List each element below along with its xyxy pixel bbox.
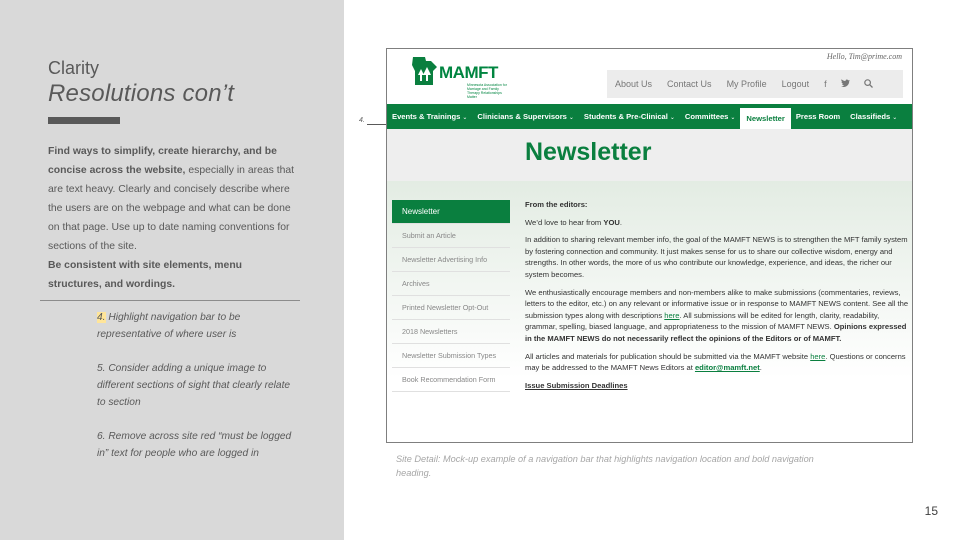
- left-panel: [0, 0, 344, 540]
- logo-tagline: Minnesota Association for Marriage and Family Therapy Relationships Matter: [467, 83, 507, 99]
- nav-label: Newsletter: [746, 114, 785, 123]
- note-5: 5. Consider adding a unique image to different sections of sight that clearly relate to section: [97, 363, 291, 408]
- p4-mid: . Questions or concerns may be addressed to the MAMFT News Editors at: [525, 351, 906, 373]
- article-p2: In addition to sharing relevant member info, the goal of the MAMFT NEWS is to strengthen the MFT family system by fostering connection and community. It just makes sense for us to share our collective wisdom, energy and strengths. In other words, the more of us who contribute our knowledge, experience, and ideas, the richer our system becomes.: [525, 235, 908, 279]
- p3-mid: . All submissions will be edited for length, clarity, readability, grammar, spelling, biased language, and appropriateness to the mission of MAMFT NEWS.: [525, 310, 880, 332]
- sidebar-item-advertising-info[interactable]: Newsletter Advertising Info: [392, 248, 510, 272]
- page-number: 15: [924, 504, 938, 518]
- body-text-1: especially in areas that are text heavy. Clearly and concisely describe where the users are on the webpage and what can be done on that page. Use up to date naming conventions for sections of the site.: [48, 165, 295, 252]
- search-icon[interactable]: [864, 79, 873, 90]
- article-p3: [525, 287, 909, 345]
- deadlines-heading: Issue Submission Deadlines: [525, 380, 628, 390]
- title-underline: [48, 117, 120, 124]
- article-p4: [525, 351, 909, 374]
- sidebar-item-submission-types[interactable]: Newsletter Submission Types: [392, 344, 510, 368]
- chevron-down-icon: ⌄: [568, 115, 574, 121]
- sidebar-item-opt-out[interactable]: Printed Newsletter Opt-Out: [392, 296, 510, 320]
- sidebar-item-archives[interactable]: Archives: [392, 272, 510, 296]
- nav-label: Events & Trainings: [392, 112, 461, 121]
- note-4: [97, 309, 292, 343]
- nav-label: Clinicians & Supervisors: [477, 112, 567, 121]
- note-4-text: Highlight navigation bar to be representative of where user is: [97, 312, 241, 340]
- logout-link[interactable]: Logout: [781, 79, 810, 89]
- article-heading: From the editors:: [525, 200, 588, 209]
- sidebar-item-book-recommendation[interactable]: Book Recommendation Form: [392, 368, 510, 392]
- chevron-down-icon: ⌄: [669, 115, 675, 121]
- p1-bold: YOU: [603, 217, 620, 227]
- body-bold-1: Find ways to simplify, create hierarchy, and be concise across the website,: [48, 146, 277, 176]
- body-text: [48, 142, 298, 294]
- nav-label: Committees: [684, 112, 729, 121]
- my-profile-link[interactable]: My Profile: [726, 79, 767, 89]
- submit-here-link[interactable]: here: [810, 351, 826, 361]
- page-title: Newsletter: [525, 138, 652, 166]
- article-p1: [525, 217, 909, 229]
- chevron-down-icon: ⌄: [730, 115, 736, 121]
- sidebar-menu: [392, 200, 510, 392]
- note-6: 6. Remove across site red “must be logged in” text for people who are logged in: [97, 431, 292, 459]
- p3-bold: Opinions expressed in the MAMFT NEWS do not necessarily reflect the opinions of the Editors or of MAMFT.: [525, 322, 907, 343]
- nav-newsletter[interactable]: [740, 108, 790, 129]
- nav-press-room[interactable]: [791, 112, 845, 121]
- website-mockup: [386, 48, 913, 443]
- sidebar-item-submit-article[interactable]: Submit an Article: [392, 224, 510, 248]
- editor-email-link[interactable]: editor@mamft.net: [694, 363, 760, 373]
- chevron-down-icon: ⌄: [892, 115, 898, 121]
- body-bold-2: Be consistent with site elements, menu structures, and wordings.: [48, 260, 243, 290]
- section-divider: [40, 300, 300, 301]
- minnesota-state-icon: [409, 55, 443, 89]
- greeting: Hello, Tim@prime.com: [826, 52, 902, 61]
- logo-wordmark: MAMFT: [439, 63, 498, 82]
- callout-number: 4.: [359, 117, 365, 124]
- figure-caption: Site Detail: Mock-up example of a navigation bar that highlights navigation location and bold navigation heading.: [396, 454, 814, 478]
- facebook-icon[interactable]: f: [824, 79, 827, 89]
- about-us-link[interactable]: About Us: [615, 79, 653, 89]
- main-navigation: [387, 104, 913, 129]
- nav-events-trainings[interactable]: [387, 112, 472, 121]
- nav-label: Press Room: [795, 112, 841, 121]
- nav-label: Students & Pre-Clinical: [583, 112, 668, 121]
- sidebar-item-newsletter[interactable]: Newsletter: [392, 200, 510, 224]
- p1-text: We’d love to hear from: [525, 217, 604, 227]
- nav-classifieds[interactable]: [845, 112, 902, 121]
- contact-us-link[interactable]: Contact Us: [667, 79, 712, 89]
- article-body: [525, 199, 909, 397]
- nav-label: Classifieds: [850, 112, 891, 121]
- p4-text: All articles and materials for publication should be submitted via the MAMFT website: [525, 351, 811, 361]
- p1-end: .: [619, 217, 622, 227]
- sidebar-item-2018-newsletters[interactable]: 2018 Newsletters: [392, 320, 510, 344]
- utility-bar: [607, 70, 903, 98]
- slide-title: Resolutions con’t: [48, 80, 235, 107]
- mamft-logo[interactable]: [409, 55, 509, 99]
- twitter-icon[interactable]: [841, 79, 850, 89]
- nav-clinicians-supervisors[interactable]: [472, 112, 579, 121]
- submission-types-link[interactable]: here: [664, 310, 680, 320]
- note-4-number: 4.: [97, 312, 106, 323]
- notes-list: [97, 309, 292, 479]
- p4-end: .: [759, 363, 762, 373]
- nav-students-preclinical[interactable]: [579, 112, 680, 121]
- nav-committees[interactable]: [680, 112, 741, 121]
- chevron-down-icon: ⌄: [462, 115, 468, 121]
- section-eyebrow: Clarity: [48, 58, 100, 78]
- p3-text: We enthusiastically encourage members and non-members alike to make submissions (commentaries, reviews, letters to the editor, etc.) on any relevant or informative issue or in response to MAMFT NEWS content. See all the submission types along with descriptions: [525, 287, 909, 320]
